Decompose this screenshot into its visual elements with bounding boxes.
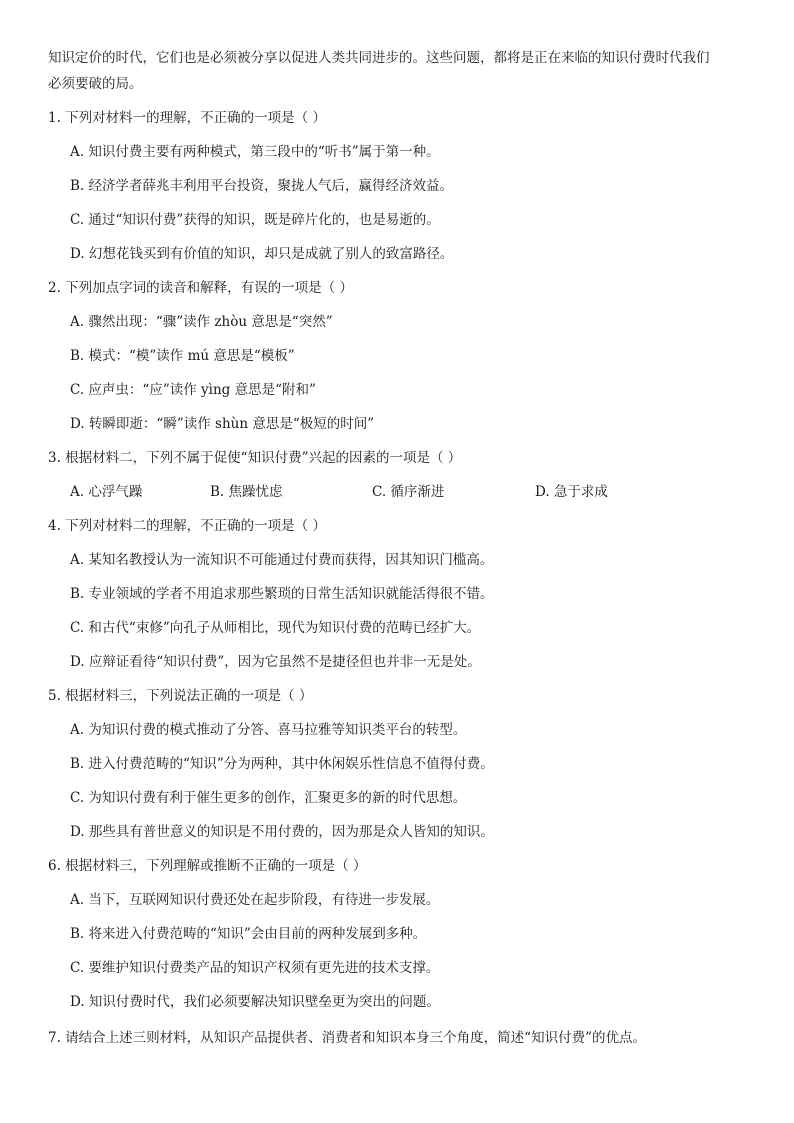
question-5-option-c: C. 为知识付费有利于催生更多的创作，汇聚更多的新的时代思想。 <box>70 790 467 806</box>
question-4-option-a: A. 某知名教授认为一流知识不可能通过付费而获得，因其知识门槛高。 <box>70 552 494 568</box>
question-6-option-c: C. 要维护知识付费类产品的知识产权须有更先进的技术支撑。 <box>70 960 440 976</box>
intro-line-2: 必须要破的局。 <box>48 76 143 92</box>
question-5-option-d: D. 那些具有普世意义的知识是不用付费的，因为那是众人皆知的知识。 <box>70 824 494 840</box>
question-2-option-c: C. 应声虫：“应”读作 yìng 意思是“附和” <box>70 382 316 398</box>
question-2-option-b: B. 模式：“模”读作 mú 意思是“模板” <box>70 348 295 364</box>
question-3-stem: 3. 根据材料二，下列不属于促使“知识付费”兴起的因素的一项是（ ） <box>48 450 462 466</box>
question-3-option-a: A. 心浮气躁 <box>70 484 143 500</box>
question-1-option-d: D. 幻想花钱买到有价值的知识，却只是成就了别人的致富路径。 <box>70 246 454 262</box>
question-6-option-d: D. 知识付费时代，我们必须要解决知识壁垒更为突出的问题。 <box>70 994 440 1010</box>
intro-line-1: 知识定价的时代，它们也是必须被分享以促进人类共同进步的。这些问题，都将是正在来临的知识付费时代我们 <box>48 50 710 66</box>
question-3-option-d: D. 急于求成 <box>535 484 608 500</box>
question-3-option-c: C. 循序渐进 <box>372 484 445 500</box>
question-3-option-b: B. 焦躁忧虑 <box>210 484 283 500</box>
question-4-option-c: C. 和古代“束修”向孔子从师相比，现代为知识付费的范畴已经扩大。 <box>70 620 481 636</box>
question-1-stem: 1. 下列对材料一的理解，不正确的一项是（ ） <box>48 110 326 126</box>
question-2-option-d: D. 转瞬即逝：“瞬”读作 shùn 意思是“极短的时间” <box>70 416 375 432</box>
question-2-stem: 2. 下列加点字词的读音和解释，有误的一项是（ ） <box>48 280 353 296</box>
question-4-option-d: D. 应辩证看待“知识付费”，因为它虽然不是捷径但也并非一无是处。 <box>70 654 481 670</box>
question-1-option-a: A. 知识付费主要有两种模式，第三段中的“听书”属于第一种。 <box>70 144 440 160</box>
question-2-option-a: A. 骤然出现：“骤”读作 zhòu 意思是“突然” <box>70 314 333 330</box>
question-6-option-b: B. 将来进入付费范畴的“知识”会由目前的两种发展到多种。 <box>70 926 427 942</box>
question-5-option-b: B. 进入付费范畴的“知识”分为两种，其中休闲娱乐性信息不值得付费。 <box>70 756 494 772</box>
question-4-option-b: B. 专业领域的学者不用追求那些繁琐的日常生活知识就能活得很不错。 <box>70 586 494 602</box>
question-4-stem: 4. 下列对材料二的理解，不正确的一项是（ ） <box>48 518 326 534</box>
question-7-stem: 7. 请结合上述三则材料，从知识产品提供者、消费者和知识本身三个角度，简述“知识付费”的优点。 <box>48 1030 646 1046</box>
question-6-stem: 6. 根据材料三，下列理解或推断不正确的一项是（ ） <box>48 858 367 874</box>
question-5-stem: 5. 根据材料三，下列说法正确的一项是（ ） <box>48 688 313 704</box>
question-5-option-a: A. 为知识付费的模式推动了分答、喜马拉雅等知识类平台的转型。 <box>70 722 467 738</box>
question-6-option-a: A. 当下，互联网知识付费还处在起步阶段，有待进一步发展。 <box>70 892 440 908</box>
question-1-option-b: B. 经济学者薛兆丰利用平台投资，聚拢人气后，赢得经济效益。 <box>70 178 454 194</box>
question-1-option-c: C. 通过“知识付费”获得的知识，既是碎片化的，也是易逝的。 <box>70 212 440 228</box>
